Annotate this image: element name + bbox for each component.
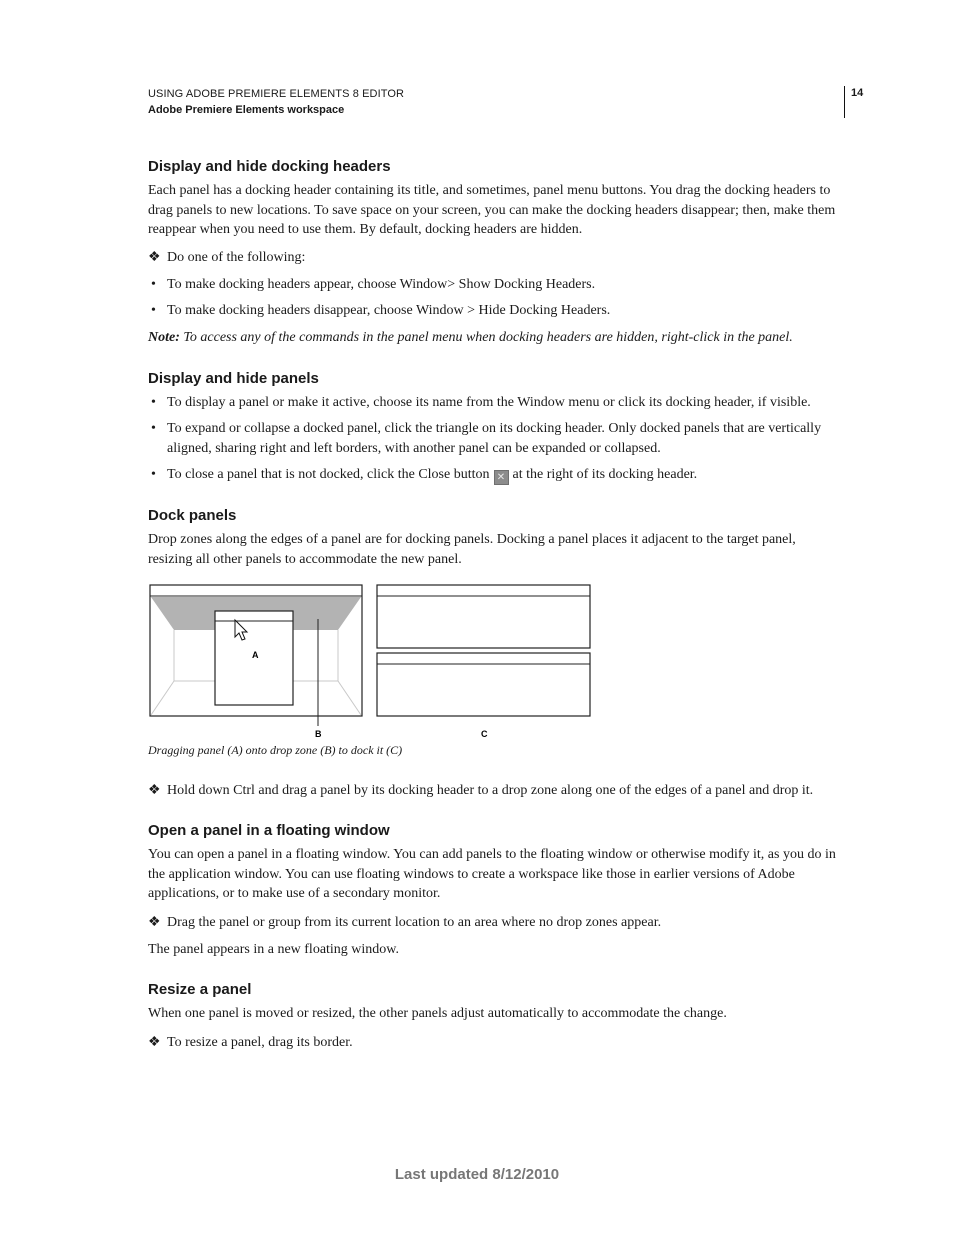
bullet-icon: • [151, 395, 156, 410]
step-marker-icon: ❖ [148, 783, 161, 798]
docked-panel-lower [377, 653, 590, 716]
close-text-after: at the right of its docking header. [512, 467, 698, 482]
docking-headers-body: Each panel has a docking header containing its title, and sometimes, panel menu buttons. You drag the docking headers to drag panels to new locations. To save space on your screen, you can make the docking headers disappear; then, make them reappear when you need to use them. By default, docking headers are hidden. [148, 183, 836, 237]
step-marker-icon: ❖ [148, 1035, 161, 1050]
footer-last-updated: Last updated 8/12/2010 [394, 1166, 560, 1183]
page-number: 14 [851, 87, 864, 99]
bullet-icon: • [151, 467, 156, 482]
figure-label-c: C [481, 729, 488, 739]
list-item [148, 301, 842, 321]
floating-window-body: You can open a panel in a floating window. You can add panels to the floating window or otherwise modify it, as you do in the application window. You can use floating windows to create a workspace like those in earlier versions of Adobe applications, or to make use of a secondary monitor. [148, 847, 836, 901]
docking-figure [148, 583, 598, 743]
step-docking-headers [148, 248, 842, 268]
list-item-text [167, 465, 842, 485]
bullet-icon: • [151, 303, 156, 318]
list-item [148, 465, 842, 485]
step-text: Hold down Ctrl and drag a panel by its docking header to a drop zone along one of the edges of a panel and drop it. [167, 783, 814, 798]
list-item-text: To expand or collapse a docked panel, click the triangle on its docking header. Only docked panels that are vertically aligned, sharing right and left borders, with another panel can be expanded or collapsed. [167, 421, 822, 456]
step-marker-icon: ❖ [148, 915, 161, 930]
step-floating-window [148, 913, 842, 933]
step-text: Do one of the following: [167, 250, 306, 265]
list-item-text: To display a panel or make it active, choose its name from the Window menu or click its docking header, if visible. [167, 395, 811, 410]
heading-floating-window: Open a panel in a floating window [148, 822, 390, 839]
step-dock-panel [148, 781, 842, 801]
dock-panels-body: Drop zones along the edges of a panel are for docking panels. Docking a panel places it adjacent to the target panel, resizing all other panels to accommodate the new panel. [148, 532, 796, 567]
list-item [148, 275, 842, 295]
heading-resize-panel: Resize a panel [148, 981, 252, 998]
figure-label-a: A [252, 650, 259, 660]
step-text: Drag the panel or group from its current location to an area where no drop zones appear. [167, 915, 662, 930]
close-button-icon: ✕ [494, 470, 509, 485]
docked-panel-upper [377, 585, 590, 648]
resize-panel-body: When one panel is moved or resized, the other panels adjust automatically to accommodate the change. [148, 1006, 727, 1021]
close-text-before: To close a panel that is not docked, click the Close button [167, 467, 490, 482]
running-header-section: Adobe Premiere Elements workspace [148, 104, 345, 116]
running-header-title: USING ADOBE PREMIERE ELEMENTS 8 EDITOR [148, 88, 405, 100]
heading-docking-headers: Display and hide docking headers [148, 158, 391, 175]
heading-dock-panels: Dock panels [148, 507, 237, 524]
list-item-text: To make docking headers disappear, choose Window > Hide Docking Headers. [167, 303, 611, 318]
list-item [148, 393, 842, 413]
step-marker-icon: ❖ [148, 250, 161, 265]
step-resize-panel [148, 1033, 842, 1053]
bullet-icon: • [151, 421, 156, 436]
note-paragraph [148, 328, 842, 348]
step-text: To resize a panel, drag its border. [167, 1035, 353, 1050]
list-item-text: To make docking headers appear, choose Window> Show Docking Headers. [167, 277, 596, 292]
heading-panels: Display and hide panels [148, 370, 319, 387]
note-label: Note: [148, 330, 180, 345]
list-item [148, 419, 842, 458]
note-text: To access any of the commands in the panel menu when docking headers are hidden, right-click in the panel. [183, 330, 793, 345]
floating-window-result: The panel appears in a new floating window. [148, 942, 400, 957]
figure-label-b: B [315, 729, 322, 739]
bullet-icon: • [151, 277, 156, 292]
page-number-divider [844, 86, 845, 118]
figure-caption: Dragging panel (A) onto drop zone (B) to dock it (C) [148, 743, 403, 757]
